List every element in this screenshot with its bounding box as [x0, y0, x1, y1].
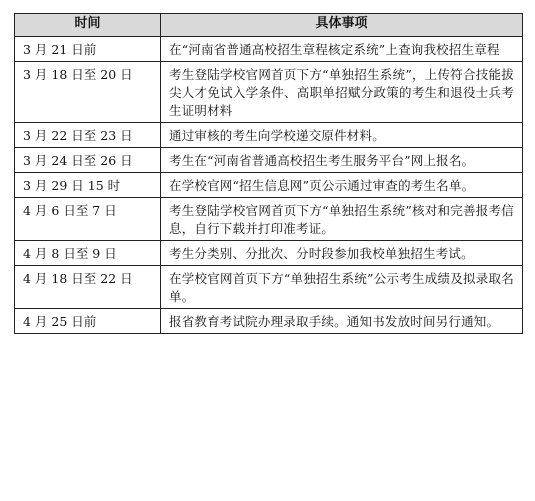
- table-row: [15, 266, 523, 309]
- row-time: 3 月 24 日至 26 日: [15, 148, 161, 173]
- row-time: 4 月 8 日至 9 日: [15, 241, 161, 266]
- row-time: 4 月 18 日至 22 日: [15, 266, 161, 309]
- table-row: [15, 148, 523, 173]
- table-header-row: [15, 14, 523, 37]
- table-row: [15, 123, 523, 148]
- row-desc: 通过审核的考生向学校递交原件材料。: [161, 123, 523, 148]
- table-row: [15, 173, 523, 198]
- table-row: [15, 198, 523, 241]
- row-desc: 考生登陆学校官网首页下方“单独招生系统”核对和完善报考信息，自行下载并打印准考证。: [161, 198, 523, 241]
- row-desc: 在学校官网首页下方“单独招生系统”公示考生成绩及拟录取名单。: [161, 266, 523, 309]
- row-desc: 考生登陆学校官网首页下方“单独招生系统”，上传符合技能拔尖人才免试入学条件、高职单招赋分政策的考生和退役士兵考生证明材料: [161, 62, 523, 123]
- header-time: 时间: [15, 14, 161, 37]
- schedule-table: [14, 13, 523, 334]
- table-row: [15, 37, 523, 62]
- row-desc: 在“河南省普通高校招生章程核定系统”上查询我校招生章程: [161, 37, 523, 62]
- schedule-table-container: [14, 13, 522, 334]
- header-desc: 具体事项: [161, 14, 523, 37]
- row-time: 3 月 29 日 15 时: [15, 173, 161, 198]
- row-time: 3 月 21 日前: [15, 37, 161, 62]
- table-row: [15, 241, 523, 266]
- row-time: 4 月 25 日前: [15, 309, 161, 334]
- row-time: 3 月 22 日至 23 日: [15, 123, 161, 148]
- row-time: 4 月 6 日至 7 日: [15, 198, 161, 241]
- row-time: 3 月 18 日至 20 日: [15, 62, 161, 123]
- table-row: [15, 62, 523, 123]
- row-desc: 报省教育考试院办理录取手续。通知书发放时间另行通知。: [161, 309, 523, 334]
- row-desc: 在学校官网“招生信息网”页公示通过审查的考生名单。: [161, 173, 523, 198]
- row-desc: 考生分类别、分批次、分时段参加我校单独招生考试。: [161, 241, 523, 266]
- table-row: [15, 309, 523, 334]
- row-desc: 考生在“河南省普通高校招生考生服务平台”网上报名。: [161, 148, 523, 173]
